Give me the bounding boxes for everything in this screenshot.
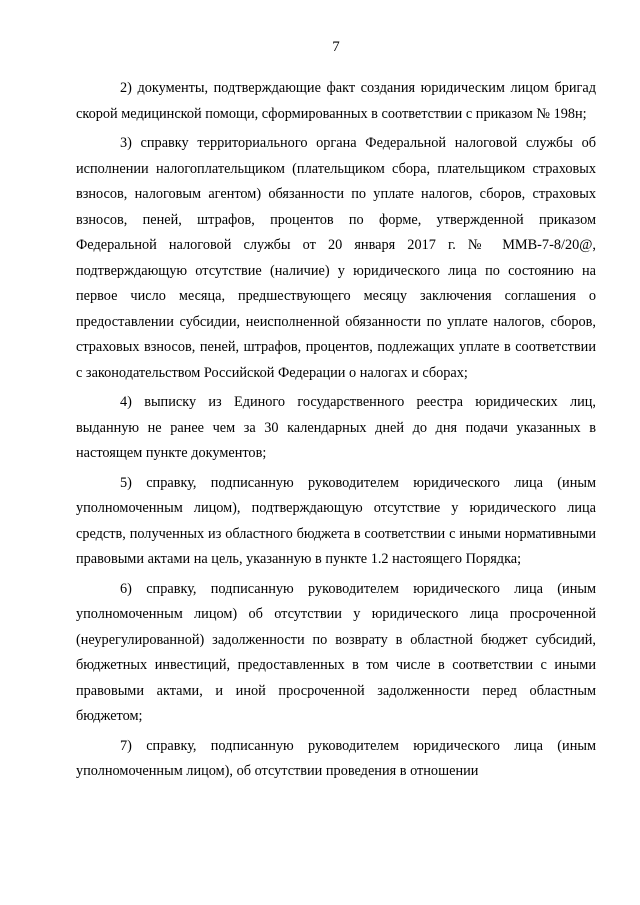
paragraph-item-2: 2) документы, подтверждающие факт создания юридическим лицом бригад скорой медицинской помощи, сформированных в соответствии с приказом № 198н; xyxy=(76,80,596,122)
paragraph-item-4: 4) выписку из Единого государственного реестра юридических лиц, выданную не ранее чем за 30 календарных дней до дня подачи указанных в настоящем пункте документов; xyxy=(76,394,596,461)
paragraph-item-6: 6) справку, подписанную руководителем юридического лица (иным уполномоченным лицом) об отсутствии у юридического лица просроченной (неурегулированной) задолженности по возврату в областной бюджет субсидий, бюджетных инвестиций, предоставленных в том числе в соответствии с иными правовыми актами, и иной просроченной задолженности перед областным бюджетом; xyxy=(76,580,596,724)
paragraph-item-7: 7) справку, подписанную руководителем юридического лица (иным уполномоченным лицом), об отсутствии проведения в отношении xyxy=(76,737,596,779)
page-number: 7 xyxy=(332,39,340,55)
paragraph-item-3: 3) справку территориального органа Федеральной налоговой службы об исполнении налогоплательщиком (плательщиком сбора, плательщиком страховых взносов, налоговым агентом) обязанности по уплате налогов, сборов, страховых взносов, пеней, штрафов, процентов по форме, утвержденной приказом Федеральной налоговой службы от 20 января 2017 г. № ММВ-7-8/20@, подтверждающую отсутствие (наличие) у юридического лица по состоянию на первое число месяца, предшествующего месяцу заключения соглашения о предоставлении субсидии, неисполненной обязанности по уплате налогов, сборов, страховых взносов, пеней, штрафов, процентов, подлежащих уплате в соответствии с законодательством Российской Федерации о налогах и сборах; xyxy=(76,135,596,381)
paragraph-item-5: 5) справку, подписанную руководителем юридического лица (иным уполномоченным лицом), подтверждающую отсутствие у юридического лица средств, полученных из областного бюджета в соответствии с иными нормативными правовыми актами на цель, указанную в пункте 1.2 настоящего Порядка; xyxy=(76,474,596,567)
